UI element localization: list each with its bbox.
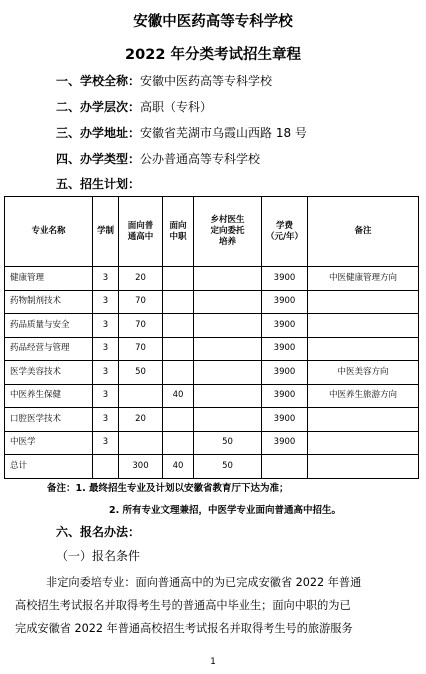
table-cell: 3900 [262,290,308,314]
info-label: 五、招生计划： [56,177,141,191]
table-cell: 3900 [262,431,308,455]
table-cell [163,290,194,314]
table-cell: 300 [119,455,163,479]
paragraph-line: 完成安徽省 2022 年普通高校招生考试报名并取得考生号的旅游服务 [15,622,353,635]
paragraph-line: 非定向委培专业：面向普通高中的为已完成安徽省 2022 年普通 [46,576,362,589]
info-school-name [56,72,272,89]
table-cell: 50 [194,455,262,479]
column-header [93,197,119,267]
column-header-text: 通高中 [127,231,154,242]
table-row [5,290,419,314]
column-header-text: 乡村医生 [210,215,245,225]
table-cell: 3900 [262,408,308,432]
table-row [5,267,419,291]
table-cell: 3900 [262,384,308,408]
table-cell: 40 [163,455,194,479]
table-cell [308,455,419,479]
table-cell: 3900 [262,314,308,338]
table-cell: 3900 [262,267,308,291]
enrollment-plan-table [4,196,419,479]
table-cell: 药物制剂技术 [5,290,93,314]
table-cell: 3 [93,384,119,408]
info-label: 三、办学地址： [56,126,141,140]
table-cell: 70 [119,314,163,338]
column-header-text: （元/年） [265,231,304,242]
table-cell [163,337,194,361]
table-header-row [5,197,419,267]
table-cell: 50 [119,361,163,385]
table-cell [194,267,262,291]
school-title: 安徽中医药高等专科学校 [133,14,293,30]
info-label: 四、办学类型： [56,152,141,166]
table-cell: 健康管理 [5,267,93,291]
table-cell: 70 [119,290,163,314]
table-cell [194,408,262,432]
table-row [5,408,419,432]
table-cell [194,337,262,361]
table-cell: 3900 [262,337,308,361]
info-value: 高职（专科） [140,100,213,114]
column-header [119,197,163,267]
table-cell [93,455,119,479]
info-type [56,150,260,167]
table-row [5,314,419,338]
table-cell: 70 [119,337,163,361]
table-cell: 中医养生旅游方向 [308,384,419,408]
table-cell [163,361,194,385]
table-cell: 中医养生保健 [5,384,93,408]
info-value: 安徽省芜湖市乌霞山西路 18 号 [140,126,307,140]
table-cell: 3 [93,337,119,361]
table-row [5,431,419,455]
note-line-2: 2. 所有专业文理兼招，中医学专业面向普通高中招生。 [109,505,342,516]
section-heading: 六、报名办法： [56,525,141,539]
column-header-text: 中职 [169,231,187,242]
column-header [194,197,262,267]
column-header-text: 学制 [96,226,114,236]
column-header [308,197,419,267]
table-cell [194,290,262,314]
table-cell: 40 [163,384,194,408]
table-row [5,384,419,408]
table-cell [119,384,163,408]
column-header-text: 面向普 [127,220,154,231]
info-value: 安徽中医药高等专科学校 [140,74,273,88]
table-cell: 中医健康管理方向 [308,267,419,291]
info-level [56,98,212,115]
info-address [56,124,307,141]
table-cell [194,361,262,385]
column-header [163,197,194,267]
column-header [5,197,93,267]
table-cell [163,431,194,455]
info-label: 一、学校全称： [56,74,141,88]
table-cell [262,455,308,479]
table-cell: 医学美容技术 [5,361,93,385]
info-plan [56,175,140,192]
table-body [5,267,419,479]
table-row [5,455,419,479]
column-header-text: 面向 [169,220,187,231]
table-cell [308,431,419,455]
page-number: 1 [210,657,216,667]
column-header-text: 学费 [275,220,293,231]
table-cell [163,314,194,338]
table-cell: 20 [119,267,163,291]
table-cell [308,337,419,361]
table-cell [163,408,194,432]
column-header-text: 备注 [354,226,372,236]
table-cell [308,290,419,314]
info-label: 二、办学层次： [56,100,141,114]
column-header [262,197,308,267]
table-cell: 3 [93,361,119,385]
table-cell [308,314,419,338]
table-cell: 20 [119,408,163,432]
table-cell: 3 [93,290,119,314]
table-cell: 口腔医学技术 [5,408,93,432]
table-cell: 中医学 [5,431,93,455]
table-cell [194,314,262,338]
info-value: 公办普通高等专科学校 [140,152,261,166]
document-title: 2022 年分类考试招生章程 [125,47,301,63]
table-cell: 3900 [262,361,308,385]
table-cell: 药品质量与安全 [5,314,93,338]
table-cell [308,408,419,432]
table-cell: 药品经营与管理 [5,337,93,361]
table-row [5,337,419,361]
column-header-text: 专业名称 [31,226,66,236]
note-line-1: 备注：1. 最终招生专业及计划以安徽省教育厅下达为准； [47,483,289,494]
table-cell: 3 [93,267,119,291]
table-cell [119,431,163,455]
column-header-text: 定向委托 [210,226,245,236]
table-cell: 中医美容方向 [308,361,419,385]
paragraph-line: 高校招生考试报名并取得考生号的普通高中毕业生；面向中职的为已 [15,599,351,612]
table-row [5,361,419,385]
table-cell [194,384,262,408]
table-cell: 3 [93,314,119,338]
table-cell: 50 [194,431,262,455]
table-cell: 总计 [5,455,93,479]
table-cell: 3 [93,431,119,455]
subsection-heading: （一）报名条件 [56,549,141,563]
column-header-text: 培养 [218,237,236,247]
table-cell [163,267,194,291]
table-cell: 3 [93,408,119,432]
